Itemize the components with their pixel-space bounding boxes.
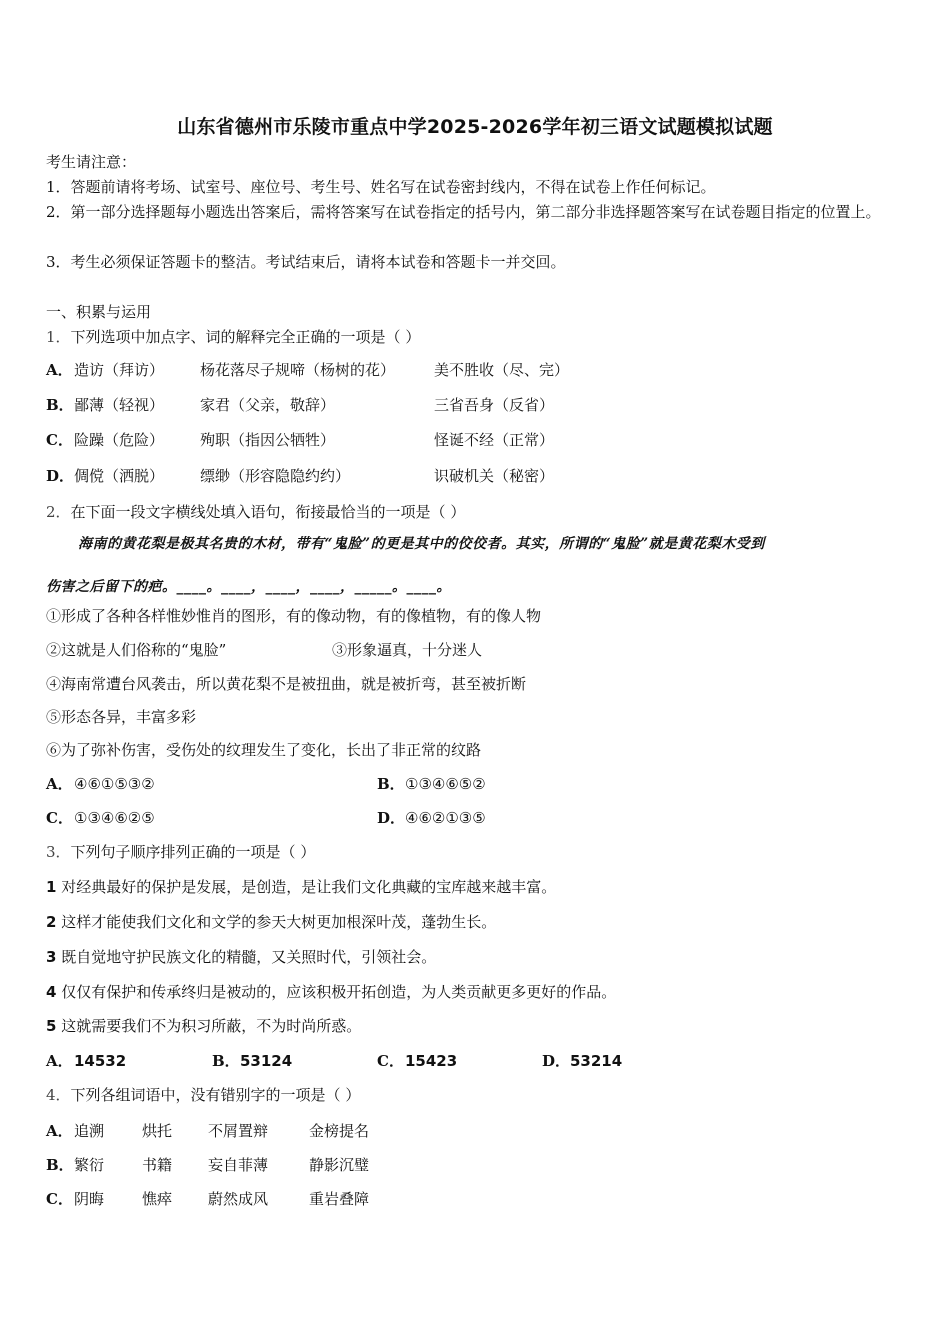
q2-sentence-5: ⑤形态各异，丰富多彩 [46,708,197,726]
option-text: 险躁（危险） [74,431,165,449]
option-text: ④⑥②①③⑤ [405,809,486,827]
option-label: A． [46,361,73,379]
q2-sentence-3: ③形象逼真，十分迷人 [332,641,483,659]
question-number: 1． [46,328,71,346]
q3-sentence-4 [46,982,616,1002]
passage-line: 海南的黄花梨是极其名贵的木材，带有“鬼脸”的更是其中的佼佼者。其实，所谓的“鬼脸”就是黄花梨木受到 [78,536,765,552]
question-text: 下列句子顺序排列正确的一项是（ ） [70,843,316,861]
option-text: 15423 [405,1052,458,1070]
sentence-number: 2 [46,913,57,931]
option-text: 杨花落尽子规啼（杨树的花） [200,361,396,379]
option-text: 家君（父亲，敬辞） [200,396,336,414]
question-number: 3． [46,843,71,861]
option-label: D． [46,467,75,485]
option-text: 53214 [570,1052,623,1070]
option-text: 53124 [240,1052,293,1070]
passage-line: 伤害之后留下的疤。____。____，____，____，_____。____。 [46,579,451,595]
question-number: 4． [46,1086,71,1104]
question-text: 下列各组词语中，没有错别字的一项是（ ） [70,1086,361,1104]
option-word: 烘托 [142,1122,173,1140]
option-label: B． [46,1156,74,1174]
question-4-stem [46,1085,360,1105]
option-text: 缥缈（形容隐隐约约） [200,467,351,485]
option-word: 追溯 [74,1122,105,1140]
option-text: ④⑥①⑤③② [74,775,155,793]
q3-sentence-2 [46,912,496,932]
q3-sentence-5 [46,1016,361,1036]
option-word: 金榜提名 [309,1122,370,1140]
option-label: C． [46,431,73,449]
option-word: 书籍 [142,1156,173,1174]
q2-sentence-1: ①形成了各种各样惟妙惟肖的图形，有的像动物，有的像植物，有的像人物 [46,607,542,625]
q2-sentence-6: ⑥为了弥补伤害，受伤处的纹理发生了变化，长出了非正常的纹路 [46,741,482,759]
sentence-number: 1 [46,878,57,896]
option-text: 美不胜收（尽、完） [434,361,570,379]
option-label: A． [46,1122,73,1140]
sentence-text: 这样才能使我们文化和文学的参天大树更加根深叶茂，蓬勃生长。 [61,913,497,931]
option-label: A． [46,1052,73,1070]
section-heading: 一、积累与运用 [46,303,152,321]
option-label: B． [46,396,74,414]
option-text: 14532 [74,1052,127,1070]
option-word: 繁衍 [74,1156,105,1174]
option-label: C． [46,809,73,827]
option-label: C． [46,1190,73,1208]
option-text: ①③④⑥②⑤ [74,809,155,827]
option-text: 殉职（指因公牺牲） [200,431,336,449]
option-word: 重岩叠障 [309,1190,370,1208]
sentence-text: 这就需要我们不为积习所蔽，不为时尚所惑。 [61,1017,362,1035]
option-label: B． [377,775,405,793]
notice-item-2: 2．第一部分选择题每小题选出答案后，需将答案写在试卷指定的括号内，第二部分非选择题答案写在试卷题目指定的位置上。 [46,203,881,221]
sentence-number: 3 [46,948,57,966]
q3-sentence-1 [46,877,556,897]
sentence-number: 5 [46,1017,57,1035]
option-word: 憔瘁 [142,1190,173,1208]
sentence-text: 既自觉地守护民族文化的精髓，又关照时代，引领社会。 [61,948,437,966]
notice-item-3: 3．考生必须保证答题卡的整洁。考试结束后，请将本试卷和答题卡一并交回。 [46,253,566,271]
option-text: 造访（拜访） [74,361,165,379]
q3-sentence-3 [46,947,436,967]
option-label: D． [377,809,406,827]
page-title: 山东省德州市乐陵市重点中学2025-2026学年初三语文试题模拟试题 [177,116,773,138]
sentence-number: 4 [46,983,57,1001]
question-2-stem [46,502,465,522]
option-text: 倜傥（洒脱） [74,467,165,485]
option-text: 三省吾身（反省） [434,396,555,414]
question-1-stem [46,327,420,347]
notice-header: 考生请注意： [46,153,137,171]
option-text: 鄙薄（轻视） [74,396,165,414]
option-text: 怪诞不经（正常） [434,431,555,449]
q2-passage [46,523,906,609]
option-word: 阴晦 [74,1190,105,1208]
option-text: 识破机关（秘密） [434,467,555,485]
option-word: 蔚然成风 [208,1190,269,1208]
question-text: 在下面一段文字横线处填入语句，衔接最恰当的一项是（ ） [70,503,466,521]
q2-sentence-2: ②这就是人们俗称的“鬼脸” [46,641,227,659]
option-label: D． [542,1052,571,1070]
sentence-text: 对经典最好的保护是发展，是创造，是让我们文化典藏的宝库越来越丰富。 [61,878,557,896]
question-number: 2． [46,503,71,521]
q2-sentence-4: ④海南常遭台风袭击，所以黄花梨不是被扭曲，就是被折弯，甚至被折断 [46,675,527,693]
option-label: A． [46,775,73,793]
option-word: 不屑置辩 [208,1122,269,1140]
question-text: 下列选项中加点字、词的解释完全正确的一项是（ ） [70,328,421,346]
notice-item-1: 1．答题前请将考场、试室号、座位号、考生号、姓名写在试卷密封线内，不得在试卷上作任何标记。 [46,178,716,196]
option-label: C． [377,1052,404,1070]
option-word: 妄自菲薄 [208,1156,269,1174]
sentence-text: 仅仅有保护和传承终归是被动的，应该积极开拓创造，为人类贡献更多更好的作品。 [61,983,617,1001]
option-word: 静影沉璧 [309,1156,370,1174]
option-label: B． [212,1052,240,1070]
question-3-stem [46,842,315,862]
option-text: ①③④⑥⑤② [405,775,486,793]
